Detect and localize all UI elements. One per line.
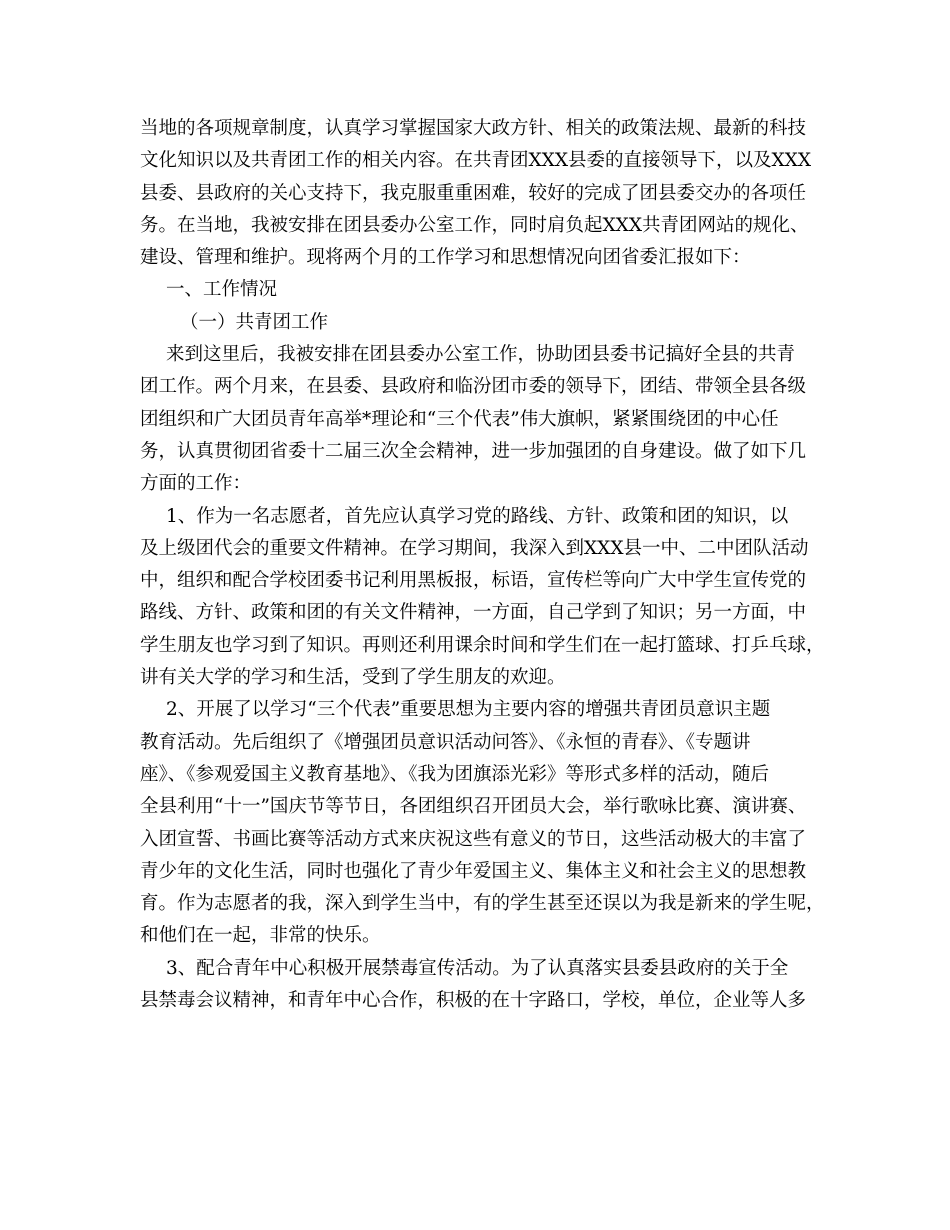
text-line: 建设、管理和维护。现将两个月的工作学习和思想情况向团省委汇报如下： <box>140 247 751 269</box>
text-line: 3、配合青年中心积极开展禁毒宣传活动。为了认真落实县委县政府的关于全 <box>166 957 789 979</box>
text-line: 方面的工作： <box>140 473 252 495</box>
text-line: 来到这里后，我被安排在团县委办公室工作，协助团县委书记搞好全县的共青 <box>166 344 796 366</box>
text-line: 全县利用“十一”国庆节等节日，各团组织召开团员大会，举行歌咏比赛、演讲赛、 <box>140 796 807 818</box>
text-line: 1、作为一名志愿者，首先应认真学习党的路线、方针、政策和团的知识，以 <box>166 505 789 527</box>
text-line: 和他们在一起，非常的快乐。 <box>140 925 381 947</box>
text-line: 教育活动。先后组织了《增强团员意识活动问答》、《永恒的青春》、《专题讲 <box>140 731 751 753</box>
text-line: 文化知识以及共青团工作的相关内容。在共青团XXX县委的直接领导下，以及XXX <box>140 150 812 172</box>
item-1-paragraph <box>140 501 830 695</box>
item-2-paragraph <box>140 694 830 952</box>
item-3-paragraph <box>140 953 830 1018</box>
section-heading: 一、工作情况 <box>166 279 278 301</box>
text-line: 学生朋友也学习到了知识。再则还利用课余时间和学生们在一起打篮球、打乒乓球， <box>140 634 825 656</box>
text-line: 当地的各项规章制度，认真学习掌握国家大政方针、相关的政策法规、最新的科技 <box>140 118 807 139</box>
intro-paragraph <box>140 113 830 274</box>
text-line: 务。在当地，我被安排在团县委办公室工作，同时肩负起XXX共青团网站的规化、 <box>140 214 809 236</box>
text-line: 团工作。两个月来，在县委、县政府和临汾团市委的领导下，团结、带领全县各级 <box>140 376 807 398</box>
text-line: 县禁毒会议精神，和青年中心合作，积极的在十字路口，学校，单位，企业等人多 <box>140 990 807 1012</box>
text-line: 2、开展了以学习“三个代表”重要思想为主要内容的增强共青团员意识主题 <box>166 699 771 721</box>
text-line: 育。作为志愿者的我，深入到学生当中，有的学生甚至还误以为我是新来的学生呢， <box>140 893 825 915</box>
text-line: 路线、方针、政策和团的有关文件精神，一方面，自己学到了知识；另一方面，中 <box>140 602 807 624</box>
text-line: 团组织和广大团员青年高举*理论和“三个代表”伟大旗帜，紧紧围绕团的中心任 <box>140 408 779 430</box>
work-paragraph <box>140 339 830 500</box>
text-line: 青少年的文化生活，同时也强化了青少年爱国主义、集体主义和社会主义的思想教 <box>140 860 807 882</box>
text-line: 务，认真贯彻团省委十二届三次全会精神，进一步加强团的自身建设。做了如下几 <box>140 440 807 462</box>
document-body <box>140 113 830 1017</box>
text-line: 中，组织和配合学校团委书记利用黑板报，标语，宣传栏等向广大中学生宣传党的 <box>140 570 807 592</box>
text-line: 及上级团代会的重要文件精神。在学习期间，我深入到XXX县一中、二中团队活动 <box>140 537 809 559</box>
text-line: 座》、《参观爱国主义教育基地》、《我为团旗添光彩》等形式多样的活动，随后 <box>140 763 770 785</box>
subsection-heading: （一）共青团工作 <box>180 311 329 333</box>
text-line: 县委、县政府的关心支持下，我克服重重困难，较好的完成了团县委交办的各项任 <box>140 182 807 204</box>
text-line: 入团宣誓、书画比赛等活动方式来庆祝这些有意义的节日，这些活动极大的丰富了 <box>140 828 807 850</box>
text-line: 讲有关大学的学习和生活，受到了学生朋友的欢迎。 <box>140 667 566 689</box>
